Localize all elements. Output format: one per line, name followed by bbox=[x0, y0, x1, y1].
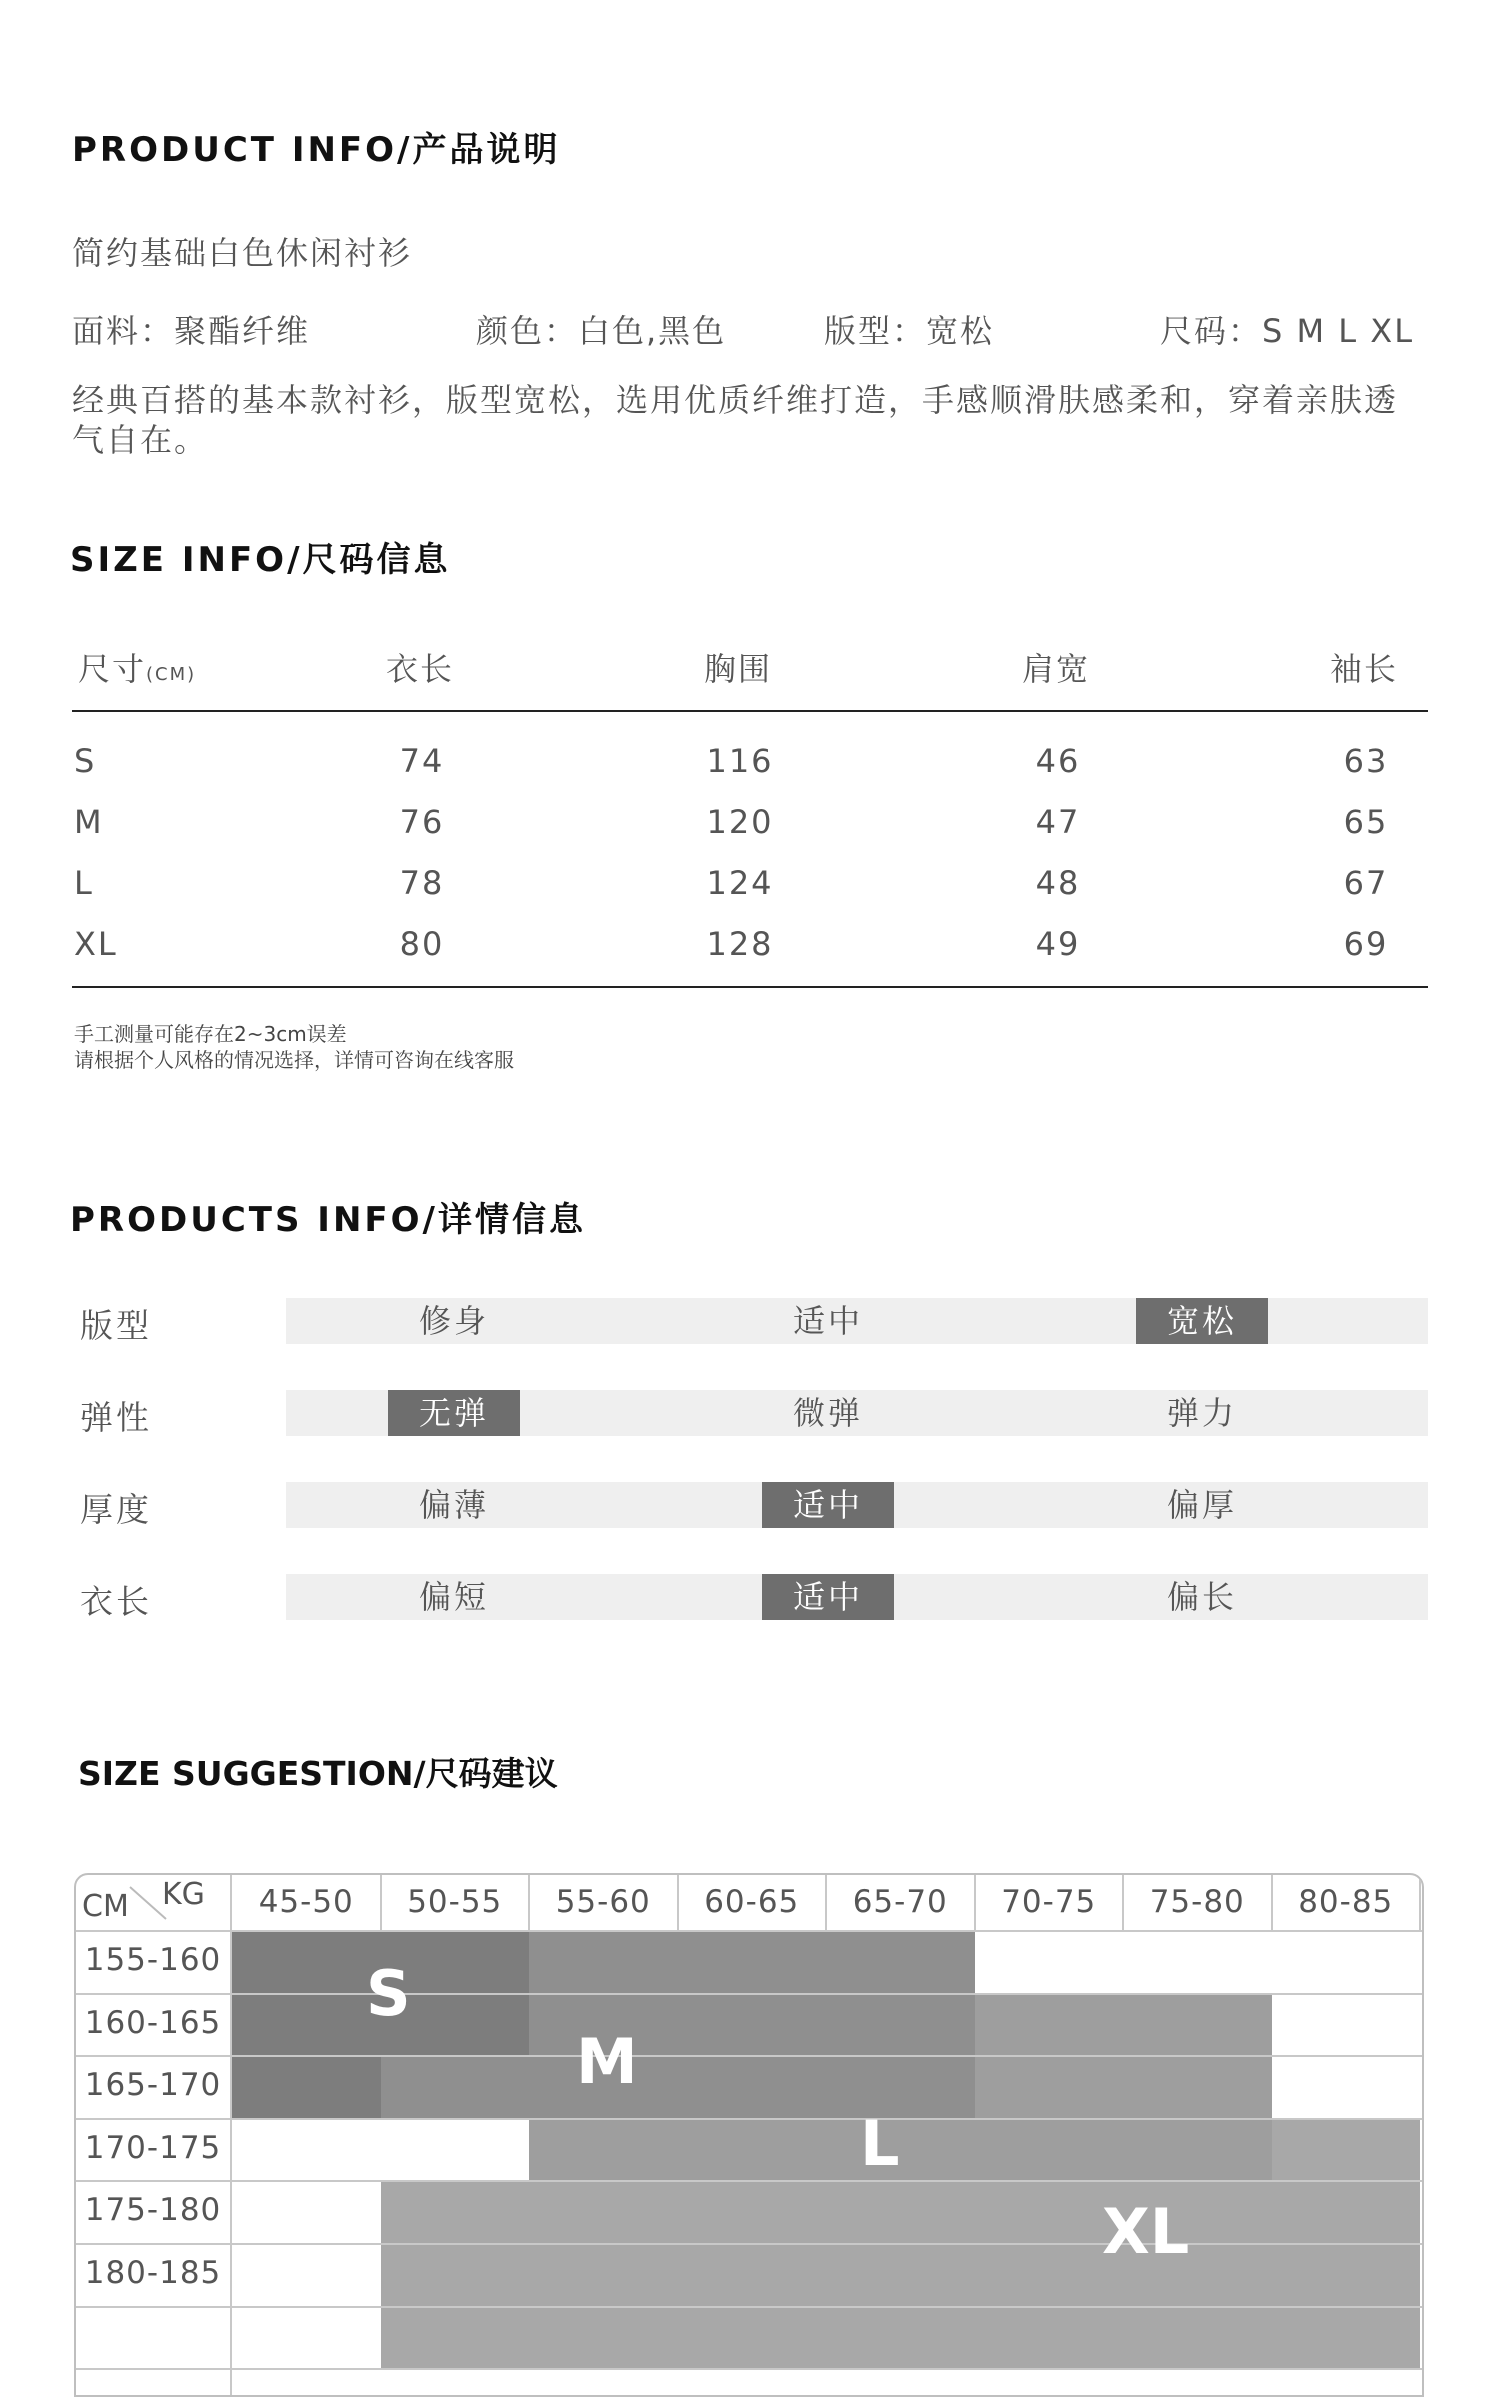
grid-line bbox=[76, 2243, 1422, 2245]
weight-header: 45-50 bbox=[258, 1884, 354, 1920]
weight-header: 55-60 bbox=[555, 1884, 651, 1920]
detail-scale-bar bbox=[286, 1482, 1428, 1528]
cell-chest: 120 bbox=[706, 803, 774, 841]
measure-note: 手工测量可能存在2~3cm误差 bbox=[74, 1022, 347, 1046]
detail-option: 适中 bbox=[792, 1302, 863, 1340]
weight-header: 75-80 bbox=[1149, 1884, 1245, 1920]
attr-sizes: 尺码：S M L XL bbox=[1160, 312, 1415, 350]
grid-line bbox=[76, 2055, 1422, 2057]
size-info-heading: SIZE INFO/尺码信息 bbox=[70, 540, 451, 580]
cell-sleeve: 67 bbox=[1343, 864, 1389, 902]
grid-line bbox=[76, 1993, 1422, 1995]
attr-color: 颜色：白色,黑色 bbox=[476, 312, 727, 350]
attr-fit: 版型：宽松 bbox=[824, 312, 995, 350]
cell-size: XL bbox=[74, 925, 118, 963]
grid-line bbox=[76, 2368, 1422, 2370]
detail-label: 厚度 bbox=[80, 1490, 152, 1529]
cell-chest: 128 bbox=[706, 925, 774, 963]
detail-option-selected: 适中 bbox=[762, 1574, 894, 1620]
col-header-shoulder: 肩宽 bbox=[1022, 650, 1091, 688]
cell-shoulder: 47 bbox=[1035, 803, 1081, 841]
cell-shoulder: 49 bbox=[1035, 925, 1081, 963]
height-header: 165-170 bbox=[84, 2067, 222, 2104]
grid-line bbox=[76, 2306, 1422, 2308]
cell-length: 76 bbox=[399, 803, 445, 841]
zone-s bbox=[232, 2056, 381, 2119]
suggestion-heading: SIZE SUGGESTION/尺码建议 bbox=[78, 1754, 558, 1793]
grid-line bbox=[76, 1930, 1422, 1932]
weight-header: 60-65 bbox=[704, 1884, 800, 1920]
size-label-s: S bbox=[366, 1957, 411, 2030]
detail-option: 偏短 bbox=[418, 1578, 489, 1616]
cell-sleeve: 65 bbox=[1343, 803, 1389, 841]
corner-divider bbox=[76, 1875, 232, 1931]
product-description: 经典百搭的基本款衬衫，版型宽松，选用优质纤维打造，手感顺滑肤感柔和，穿着亲肤透气自在。 bbox=[72, 381, 1399, 459]
corner-kg-label: KG bbox=[162, 1877, 205, 1912]
attr-fabric: 面料：聚酯纤维 bbox=[72, 312, 311, 350]
detail-scale-bar bbox=[286, 1574, 1428, 1620]
cell-chest: 124 bbox=[706, 864, 774, 902]
height-header: 175-180 bbox=[84, 2192, 222, 2229]
detail-option: 弹力 bbox=[1166, 1394, 1237, 1432]
detail-option: 修身 bbox=[418, 1302, 489, 1340]
zone-l bbox=[529, 2119, 1123, 2182]
detail-option: 微弹 bbox=[792, 1394, 863, 1432]
size-label-xl: XL bbox=[1102, 2195, 1190, 2268]
cell-shoulder: 46 bbox=[1035, 742, 1081, 780]
cell-sleeve: 69 bbox=[1343, 925, 1389, 963]
grid-line bbox=[230, 1875, 232, 2397]
cell-size: M bbox=[74, 803, 104, 841]
cell-length: 78 bbox=[399, 864, 445, 902]
weight-header: 80-85 bbox=[1298, 1884, 1394, 1920]
zone-xl bbox=[381, 2181, 1421, 2369]
size-suggestion-grid bbox=[74, 1873, 1424, 2397]
col-header-length: 衣长 bbox=[386, 650, 455, 688]
grid-line bbox=[76, 2180, 1422, 2182]
table-top-rule bbox=[72, 710, 1428, 712]
height-header: 180-185 bbox=[84, 2255, 222, 2291]
cell-sleeve: 63 bbox=[1343, 742, 1389, 780]
col-header-size: 尺寸(CM) bbox=[78, 650, 197, 688]
cell-chest: 116 bbox=[706, 742, 774, 780]
table-bottom-rule bbox=[72, 986, 1428, 988]
detail-option: 偏薄 bbox=[418, 1486, 489, 1524]
detail-scale-bar bbox=[286, 1390, 1428, 1436]
detail-option-selected: 宽松 bbox=[1136, 1298, 1268, 1344]
size-label-m: M bbox=[576, 2025, 638, 2098]
detail-option: 偏长 bbox=[1166, 1578, 1237, 1616]
details-heading: PRODUCTS INFO/详情信息 bbox=[70, 1200, 586, 1240]
weight-header: 65-70 bbox=[852, 1884, 948, 1920]
weight-header: 50-55 bbox=[407, 1884, 503, 1920]
col-header-chest: 胸围 bbox=[704, 650, 773, 688]
detail-option: 偏厚 bbox=[1166, 1486, 1237, 1524]
height-header: 155-160 bbox=[84, 1942, 222, 1978]
product-name: 简约基础白色休闲衬衫 bbox=[72, 234, 413, 272]
cell-length: 74 bbox=[399, 742, 445, 780]
cell-size: S bbox=[74, 742, 97, 780]
advice-note: 请根据个人风格的情况选择，详情可咨询在线客服 bbox=[74, 1048, 514, 1072]
detail-option-selected: 适中 bbox=[762, 1482, 894, 1528]
cell-shoulder: 48 bbox=[1035, 864, 1081, 902]
cell-length: 80 bbox=[399, 925, 445, 963]
detail-scale-bar bbox=[286, 1298, 1428, 1344]
detail-label: 版型 bbox=[80, 1306, 152, 1345]
product-info-heading: PRODUCT INFO/产品说明 bbox=[72, 130, 561, 170]
height-header: 160-165 bbox=[84, 2004, 222, 2041]
col-header-sleeve: 袖长 bbox=[1330, 650, 1399, 688]
detail-label: 衣长 bbox=[80, 1582, 152, 1621]
detail-label: 弹性 bbox=[80, 1398, 152, 1437]
height-header: 170-175 bbox=[84, 2129, 222, 2166]
corner-cm-label: CM bbox=[82, 1889, 129, 1924]
grid-line bbox=[76, 2118, 1422, 2120]
weight-header: 70-75 bbox=[1001, 1884, 1097, 1920]
size-label-l: L bbox=[860, 2107, 900, 2180]
detail-option-selected: 无弹 bbox=[388, 1390, 520, 1436]
cell-size: L bbox=[74, 864, 94, 902]
